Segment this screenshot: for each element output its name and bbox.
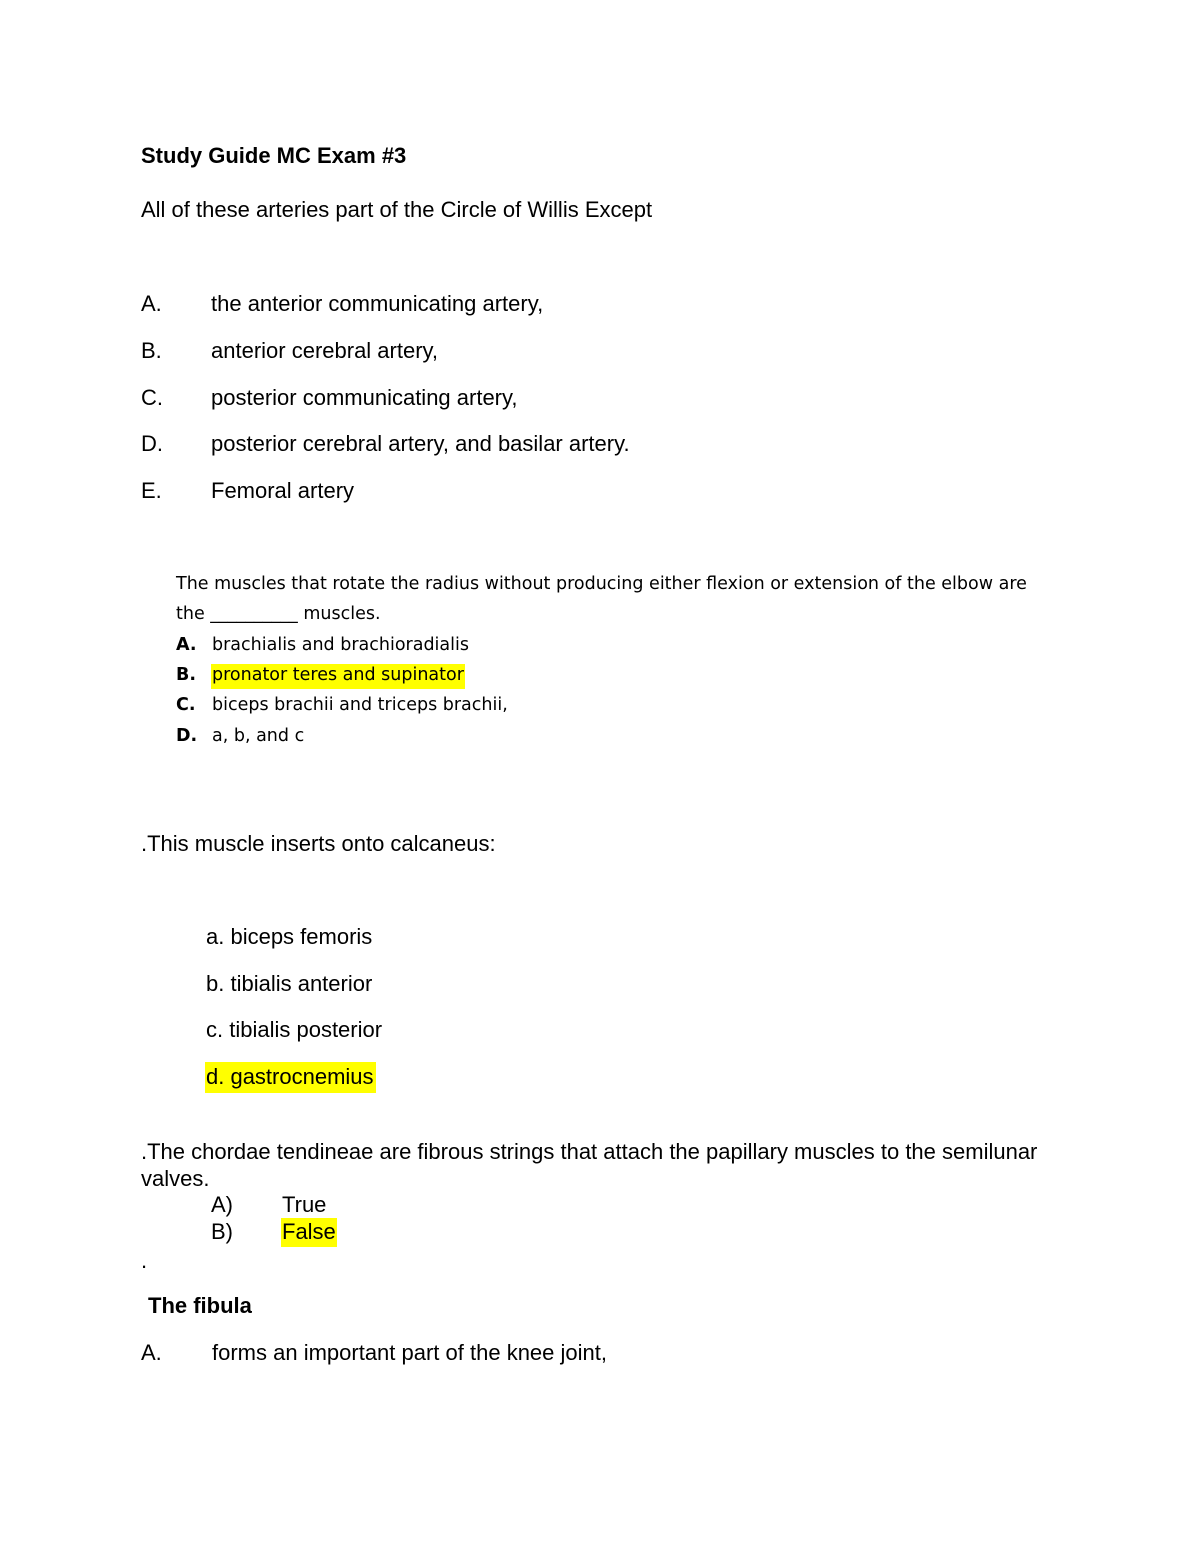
question-1-prompt: All of these arteries part of the Circle of Willis Except — [141, 197, 653, 222]
option-letter: B. — [141, 338, 162, 363]
option-text: c. tibialis posterior — [206, 1017, 383, 1042]
option-letter: D. — [141, 431, 163, 456]
option-text: True — [282, 1192, 327, 1217]
option-text: b. tibialis anterior — [206, 971, 373, 996]
option-letter: C. — [176, 695, 196, 715]
question-2-prompt-line-1: The muscles that rotate the radius without producing either flexion or extension of the elbow are — [176, 574, 1027, 594]
option-text-highlighted: pronator teres and supinator — [211, 664, 465, 689]
option-letter: C. — [141, 385, 163, 410]
option-letter: A. — [176, 635, 197, 655]
option-text: brachialis and brachioradialis — [212, 635, 469, 655]
page-title: Study Guide MC Exam #3 — [141, 143, 407, 168]
option-letter: E. — [141, 478, 162, 503]
option-text: a. biceps femoris — [206, 924, 373, 949]
option-text: anterior cerebral artery, — [211, 338, 439, 363]
option-text: the anterior communicating artery, — [211, 291, 544, 316]
question-2-prompt-line-2: the __________ muscles. — [176, 604, 381, 624]
option-letter: A) — [211, 1192, 233, 1217]
option-letter: B. — [176, 665, 196, 685]
question-4-prompt-line-2: valves. — [141, 1166, 210, 1191]
option-letter: B) — [211, 1219, 233, 1244]
option-text: Femoral artery — [211, 478, 355, 503]
question-4-prompt-line-1: .The chordae tendineae are fibrous strings that attach the papillary muscles to the semilunar — [141, 1139, 1038, 1164]
question-3-prompt: .This muscle inserts onto calcaneus: — [141, 831, 496, 856]
option-text-highlighted: d. gastrocnemius — [205, 1062, 376, 1093]
option-letter: A. — [141, 1340, 162, 1365]
option-text: a, b, and c — [212, 726, 305, 746]
question-5-heading: The fibula — [148, 1293, 252, 1318]
option-letter: A. — [141, 291, 162, 316]
option-text: forms an important part of the knee joint, — [212, 1340, 607, 1365]
option-letter: D. — [176, 726, 198, 746]
option-text-highlighted: False — [281, 1218, 337, 1247]
option-text: posterior cerebral artery, and basilar artery. — [211, 431, 630, 456]
trailing-period: . — [141, 1248, 148, 1273]
option-text: biceps brachii and triceps brachii, — [212, 695, 508, 715]
option-text: posterior communicating artery, — [211, 385, 518, 410]
